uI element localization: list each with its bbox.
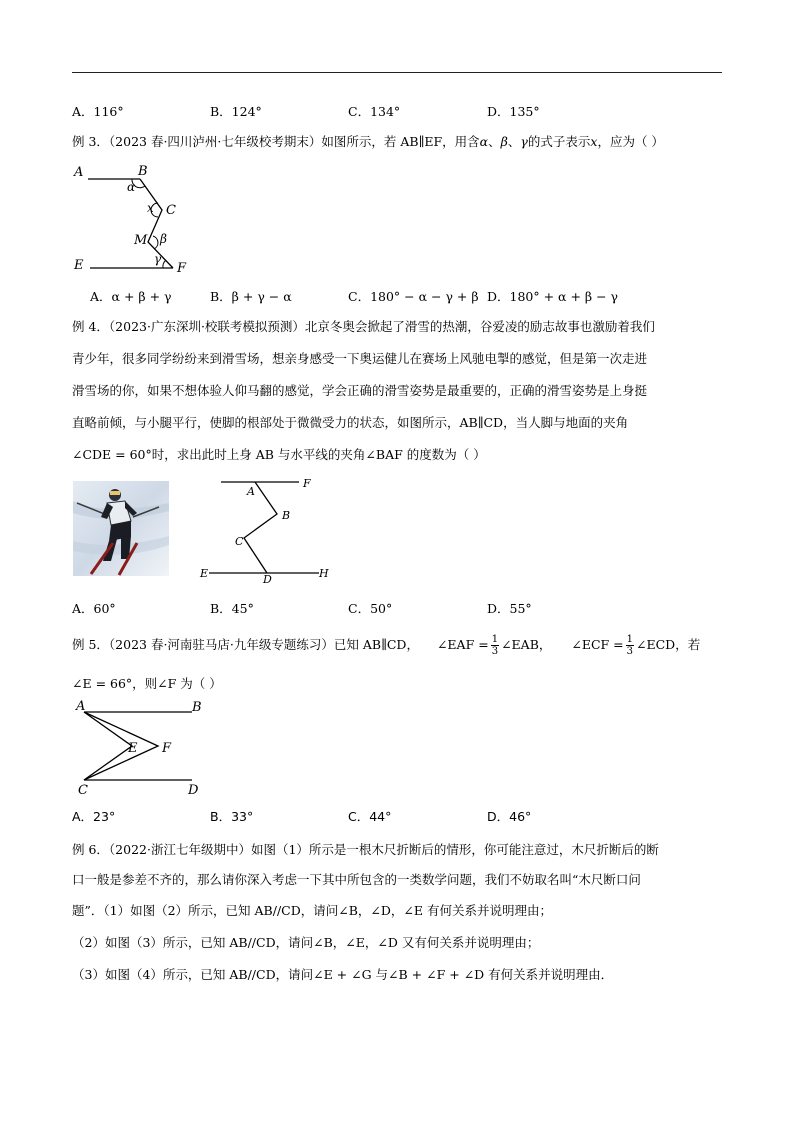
ex3-stem (72, 134, 664, 150)
ex5-line-1 (72, 632, 700, 658)
ex4-line-5: ∠CDE = 60°时，求出此时上身 AB 与水平线的夹角∠BAF 的度数为（ ） (72, 447, 486, 462)
ex3-gamma: γ (520, 134, 528, 149)
ex5-frac1-den: 3 (491, 646, 499, 657)
ex5-option-a: A．23° (72, 809, 116, 824)
ex4-line-2: 青少年，很多同学纷纷来到滑雪场，想亲身感受一下奥运健儿在赛场上风驰电掣的感觉，但是第一次走进 (72, 351, 648, 366)
ex3-label-beta: β (160, 232, 167, 246)
ex5-stem-text: 例 5．（2023 春·河南驻马店·九年级专题练习）已知 AB∥CD， (72, 637, 419, 652)
ex5-eaf-rest: ∠EAB， (501, 637, 552, 652)
q2-option-d: D．135° (487, 104, 540, 119)
ex3-sep2: 、 (507, 134, 521, 149)
ex5-fraction-1 (491, 634, 499, 657)
ex3-option-c: C．180° − α − γ + β (348, 289, 479, 304)
ex4-option-c: C．50° (348, 601, 393, 616)
ex4-label-e: E (200, 567, 209, 580)
ex4-label-h: H (319, 567, 329, 580)
ex3-label-gamma: γ (154, 252, 162, 266)
ex3-label-m: M (134, 233, 148, 248)
ex4-line-3: 滑雪场的你，如果不想体验人仰马翻的感觉，学会正确的滑雪姿势是最重要的，正确的滑雪姿势是上身挺 (72, 383, 648, 398)
q2-option-c: C．134° (348, 104, 401, 119)
ex6-line-5: （3）如图（4）所示，已知 AB//CD，请问∠E + ∠G 与∠B + ∠F + ∠D 有何关系并说明理由． (72, 967, 614, 982)
ex6-line-1: 例 6．（2022·浙江七年级期中）如图（1）所示是一根木尺折断后的情形，你可能注意过，木尺折断后的断 (72, 842, 659, 857)
ex4-label-b: B (282, 509, 291, 522)
ex6-line-2: 口一般是参差不齐的，那么请你深入考虑一下其中所包含的一类数学问题，我们不妨取名叫“木尺断口问 (72, 872, 641, 887)
ex3-option-d: D．180° + α + β − γ (487, 289, 619, 304)
ex4-label-a: A (247, 485, 255, 498)
ex4-figure (195, 476, 335, 586)
ex4-label-d: D (263, 573, 272, 586)
ex3-option-a: A．α + β + γ (90, 289, 172, 304)
ex3-option-b: B．β + γ − α (210, 289, 292, 304)
ex4-option-a: A．60° (72, 601, 116, 616)
ex5-frac2-den: 3 (626, 646, 634, 657)
ex4-option-b: B．45° (210, 601, 254, 616)
ex3-stem-mid: 的式子表示 (527, 134, 591, 149)
ex4-line-1: 例 4．（2023·广东深圳·校联考模拟预测）北京冬奥会掀起了滑雪的热潮，谷爱凌的励志故事也激励着我们 (72, 319, 655, 334)
ex5-line-2: ∠E = 66°，则∠F 为（ ） (72, 676, 222, 691)
ex5-label-b: B (192, 700, 202, 715)
ex3-alpha: α (479, 134, 489, 149)
ex3-sep1: 、 (488, 134, 501, 149)
ex6-line-4: （2）如图（3）所示，已知 AB//CD，请问∠B，∠E，∠D 又有何关系并说明理由； (72, 935, 540, 950)
ex5-eaf-label: ∠EAF = (436, 637, 489, 652)
ex4-label-c: C (235, 535, 244, 548)
ex3-figure (70, 160, 200, 275)
ex3-beta: β (500, 134, 508, 149)
ex3-label-a: A (74, 165, 84, 180)
q2-option-b: B．124° (210, 104, 262, 119)
skier-photo (73, 481, 169, 576)
ex5-label-c: C (78, 783, 88, 798)
ex3-label-c: C (166, 203, 176, 218)
ex5-option-b: B．33° (210, 809, 254, 824)
ex5-fraction-2 (626, 634, 634, 657)
ex3-stem-text: 例 3．（2023 春·四川泸州·七年级校考期末）如图所示，若 AB∥EF，用含 (72, 134, 480, 149)
ex5-label-e: E (128, 741, 138, 756)
ex4-label-f: F (303, 477, 311, 490)
ex3-label-alpha: α (127, 180, 136, 194)
ex3-stem-post: ，应为（ ） (597, 134, 664, 149)
ex3-label-e: E (74, 258, 84, 273)
ex4-option-d: D．55° (487, 601, 532, 616)
ex5-label-d: D (188, 783, 199, 798)
ex5-option-c: C．44° (348, 809, 392, 824)
ex6-line-3: 题”．（1）如图（2）所示，已知 AB//CD，请问∠B，∠D，∠E 有何关系并说明理由； (72, 903, 552, 918)
ex3-label-x: x (147, 201, 154, 215)
ex3-x: x (590, 134, 598, 149)
header-rule (72, 72, 722, 73)
ex5-ecf-label: ∠ECF = (571, 637, 624, 652)
ex3-label-f: F (177, 261, 187, 275)
ex5-frac2-num: 1 (626, 634, 634, 645)
ex3-label-b: B (138, 164, 148, 179)
ex5-figure (70, 696, 220, 800)
ex5-option-d: D．46° (487, 809, 532, 824)
ex5-ecf-rest: ∠ECD，若 (636, 637, 701, 652)
q2-option-a: A．116° (72, 104, 124, 119)
ex5-frac1-num: 1 (491, 634, 499, 645)
ex5-label-f: F (162, 741, 172, 756)
ex5-label-a: A (76, 699, 86, 714)
ex4-line-4: 直略前倾，与小腿平行，使脚的根部处于微微受力的状态，如图所示，AB∥CD，当人脚与地面的夹角 (72, 415, 629, 430)
